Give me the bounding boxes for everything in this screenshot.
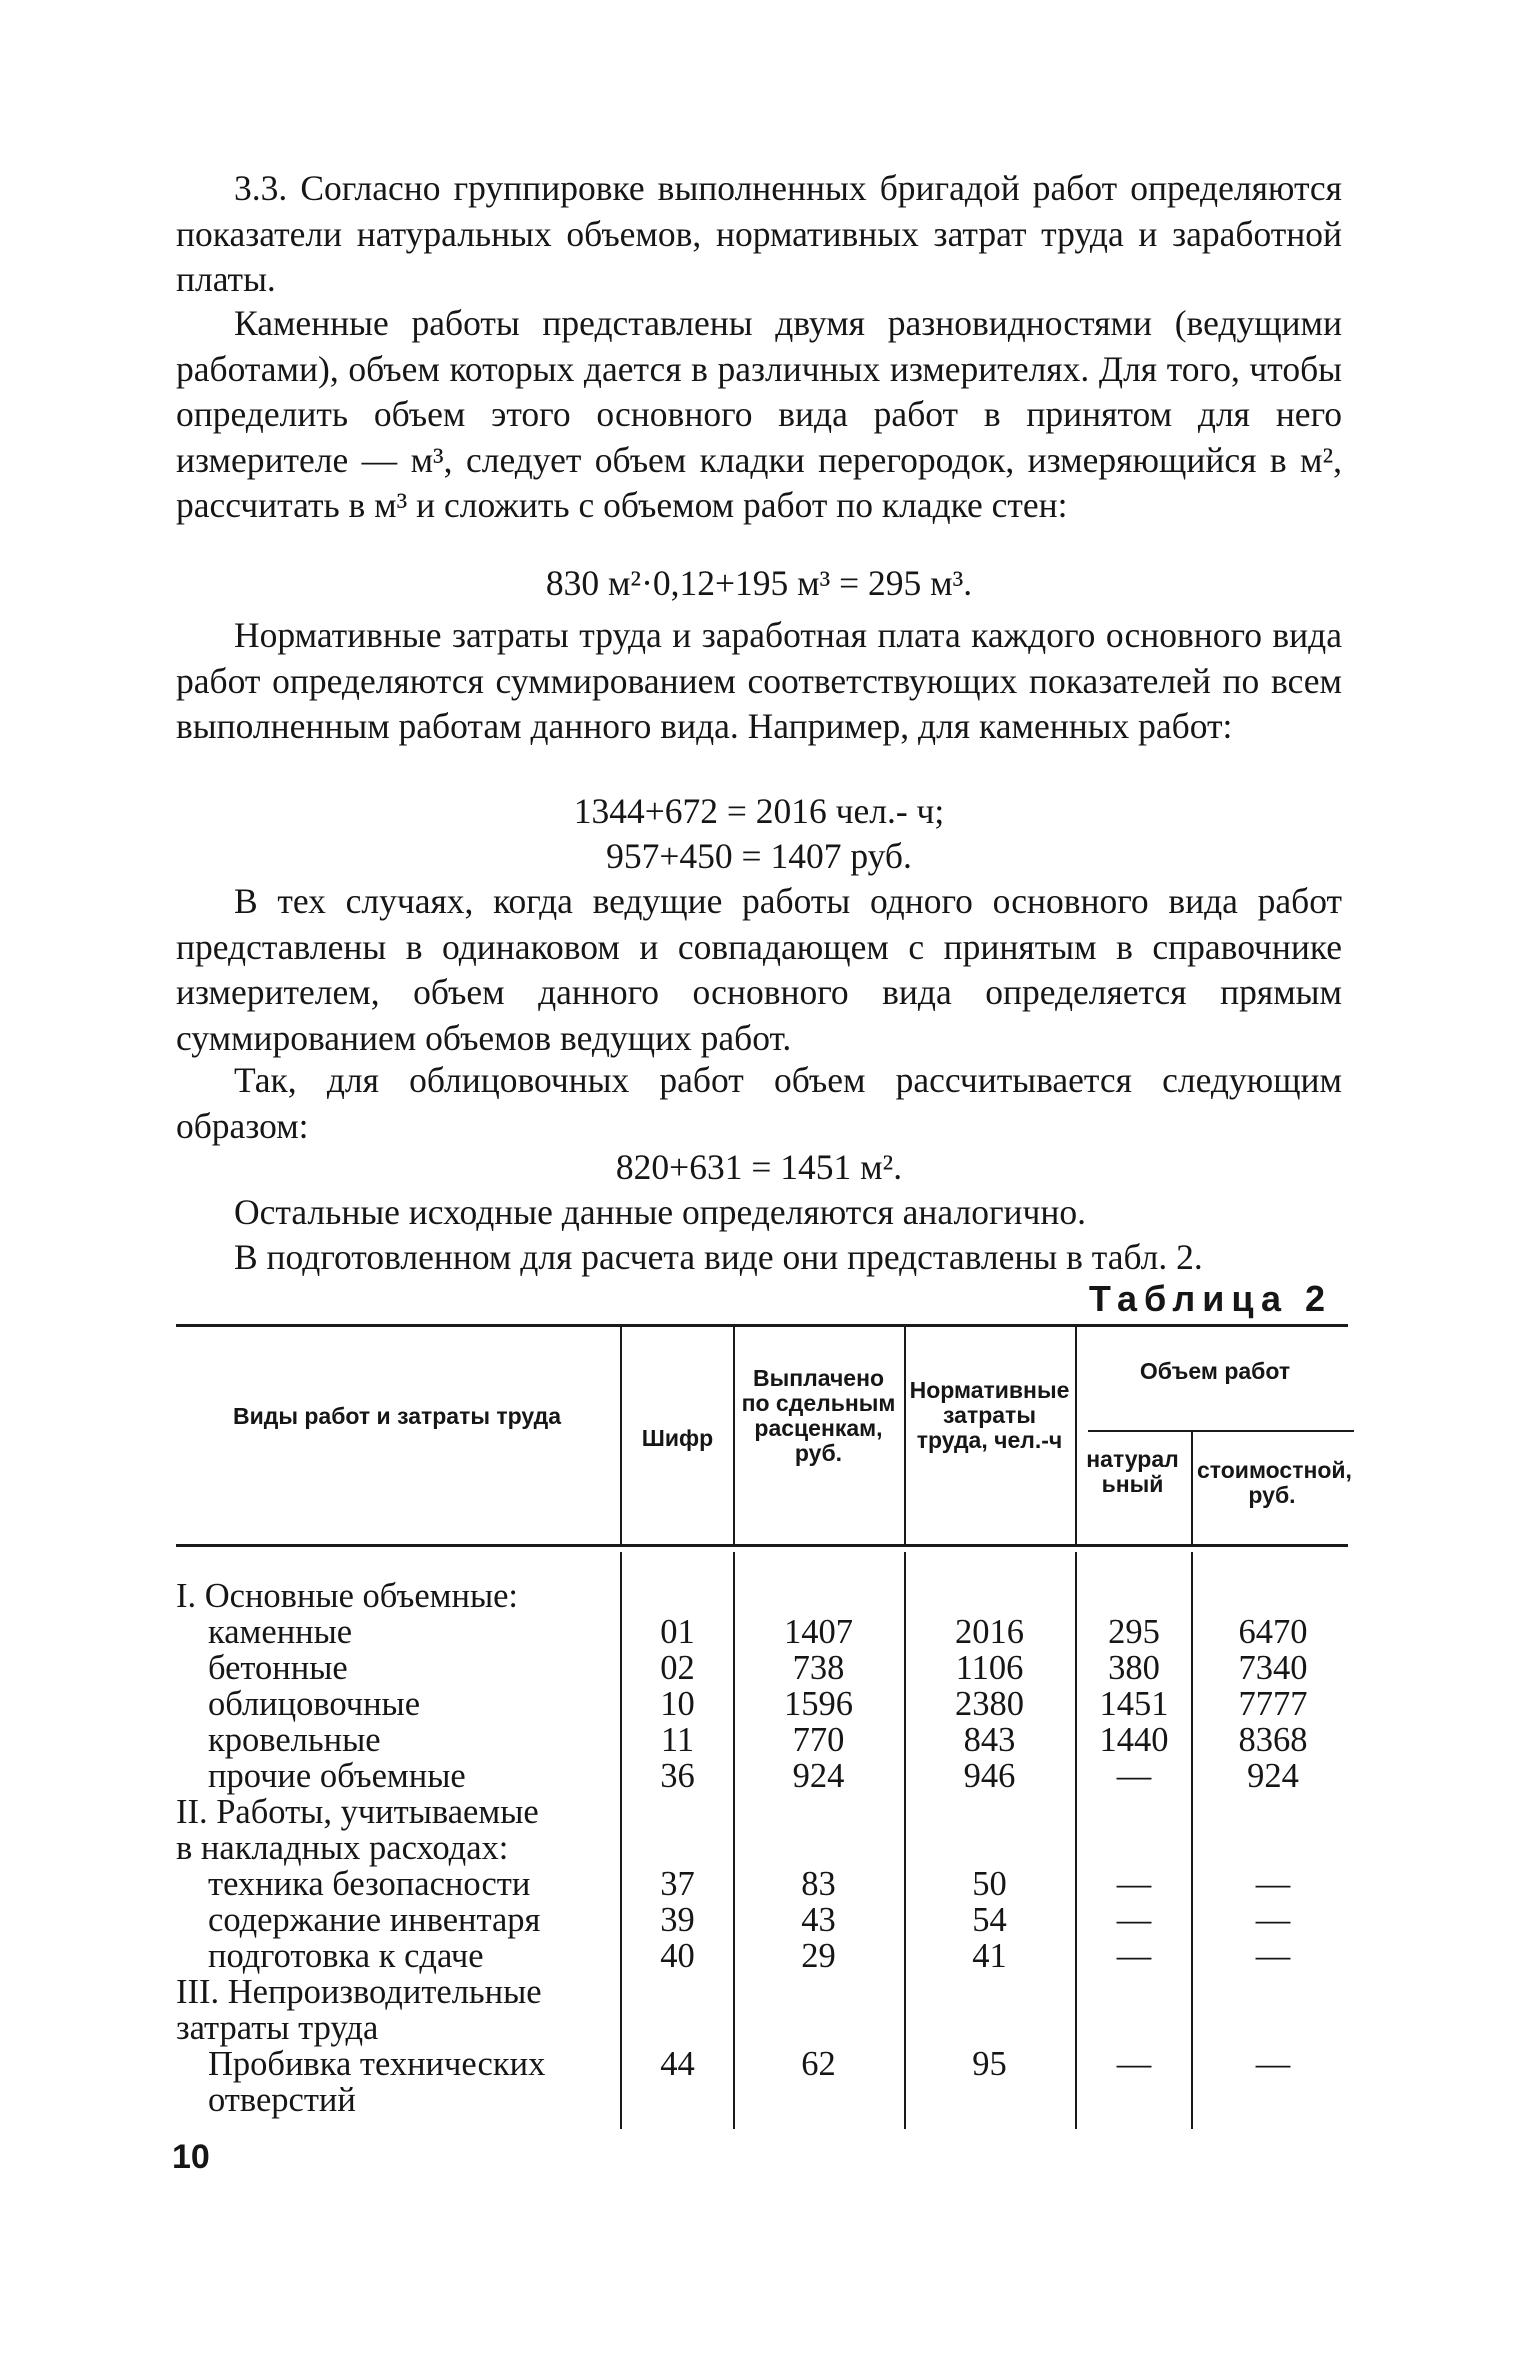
table-cell-paid: 1407 <box>784 1613 853 1651</box>
table-cell-cost: 924 <box>1247 1757 1299 1795</box>
table-cell-norm: 2380 <box>955 1685 1024 1723</box>
table-cell-paid: 83 <box>801 1865 836 1903</box>
table-cell-paid: 62 <box>801 2045 836 2083</box>
table-cell-cost: 8368 <box>1238 1721 1308 1759</box>
paragraph-3-3: 3.3. Согласно группировке выполненных бригадой работ определяются показатели натуральных объемов, нормативных затрат труда и заработной платы. <box>176 168 1342 299</box>
table-cell-norm: 95 <box>972 2045 1007 2083</box>
table-cell-paid: 29 <box>801 1937 836 1975</box>
table-row-label: облицовочные <box>208 1685 421 1723</box>
table-cell-natural: 380 <box>1108 1649 1160 1687</box>
table-cell-cost: 6470 <box>1238 1613 1308 1651</box>
table-cell-code: 01 <box>660 1613 695 1651</box>
table-header-rule <box>176 1544 1348 1547</box>
table-row-label: в накладных расходах: <box>176 1829 509 1867</box>
table-cell-paid: 738 <box>792 1649 845 1687</box>
table-row-label: I. Основные объемные: <box>176 1577 519 1615</box>
page-number: 10 <box>172 2138 210 2176</box>
table-row-label: II. Работы, учитываемые <box>176 1793 539 1831</box>
header-volume-group: Объем работ <box>1139 1358 1291 1384</box>
header-norm: Нормативные затраты труда, чел.-ч <box>909 1377 1070 1453</box>
table-cell-natural: — <box>1116 1901 1152 1939</box>
table-cell-paid: 43 <box>801 1901 836 1939</box>
table-top-rule <box>176 1324 1348 1327</box>
table-cell-natural: 1440 <box>1099 1721 1169 1759</box>
table-cell-norm: 946 <box>963 1757 1016 1795</box>
paragraph-others: Остальные исходные данные определяются аналогично. <box>234 1192 1086 1232</box>
table-row-label: каменные <box>208 1613 353 1651</box>
table-cell-norm: 1106 <box>955 1649 1024 1687</box>
table-cell-cost: — <box>1255 2045 1291 2083</box>
paragraph-facing: Так, для облицовочных работ объем рассчитывается следующим образом: <box>176 1060 1342 1146</box>
table-caption: Таблица 2 <box>1088 1278 1332 1319</box>
table-row-label: отверстий <box>208 2081 356 2119</box>
table-cell-natural: — <box>1116 1865 1152 1903</box>
table-cell-natural: 1451 <box>1099 1685 1169 1723</box>
paragraph-table-ref: В подготовленном для расчета виде они представлены в табл. 2. <box>234 1237 1203 1277</box>
paragraph-cases: В тех случаях, когда ведущие работы одного основного вида работ представлены в одинаковом и совпадающем с принятым в справочнике измерителем, объем данного основного вида определяется прямым суммированием объемов ведущих работ. <box>176 881 1342 1058</box>
table-cell-norm: 54 <box>972 1901 1007 1939</box>
col-divider-4-body <box>1075 1552 1077 2129</box>
header-cost: стоимостной, руб. <box>1197 1457 1352 1508</box>
col-divider-4-head <box>1075 1327 1077 1544</box>
table-cell-paid: 924 <box>792 1757 845 1795</box>
col-divider-2-body <box>733 1552 735 2129</box>
table-row-label: подготовка к сдаче <box>208 1937 484 1975</box>
formula-facing-volume: 820+631 = 1451 м². <box>615 1147 903 1187</box>
table-row-label: затраты труда <box>176 2009 379 2047</box>
table-row-label: техника безопасности <box>208 1865 531 1903</box>
table-cell-code: 44 <box>660 2045 695 2083</box>
formula-wages: 957+450 = 1407 руб. <box>606 836 912 876</box>
table-cell-code: 40 <box>660 1937 695 1975</box>
header-natural: натуральный <box>1086 1446 1179 1497</box>
table-cell-cost: 7777 <box>1238 1685 1308 1723</box>
table-cell-code: 39 <box>660 1901 695 1939</box>
table-row-label: прочие объемные <box>208 1757 466 1795</box>
table-row-label: Пробивка технических <box>208 2045 546 2083</box>
table-cell-cost: — <box>1255 1865 1291 1903</box>
col-divider-2-head <box>733 1327 735 1544</box>
table-cell-natural: — <box>1116 1757 1152 1795</box>
table-cell-code: 36 <box>660 1757 695 1795</box>
table-row-label: кровельные <box>208 1721 381 1759</box>
header-work-type: Виды работ и затраты труда <box>232 1403 562 1429</box>
formula-masonry-volume: 830 м²·0,12+195 м³ = 295 м³. <box>545 563 973 603</box>
table-cell-code: 10 <box>660 1685 695 1723</box>
table-cell-norm: 41 <box>972 1937 1007 1975</box>
col-divider-3-body <box>904 1552 906 2129</box>
table-cell-natural: — <box>1116 2045 1152 2083</box>
table-cell-natural: — <box>1116 1937 1152 1975</box>
table-cell-paid: 1596 <box>784 1685 853 1723</box>
table-cell-norm: 50 <box>972 1865 1007 1903</box>
col-divider-5-head <box>1191 1432 1193 1544</box>
formula-labor: 1344+672 = 2016 чел.- ч; <box>573 791 945 831</box>
table-row-label: III. Непроизводительные <box>176 1973 542 2011</box>
table-cell-cost: — <box>1255 1901 1291 1939</box>
table-cell-norm: 843 <box>963 1721 1016 1759</box>
table-cell-code: 37 <box>660 1865 695 1903</box>
table-cell-norm: 2016 <box>955 1613 1024 1651</box>
table-cell-cost: 7340 <box>1238 1649 1308 1687</box>
table-cell-natural: 295 <box>1108 1613 1160 1651</box>
table-cell-paid: 770 <box>792 1721 845 1759</box>
table-row-label: бетонные <box>208 1649 348 1687</box>
col-divider-3-head <box>904 1327 906 1544</box>
header-code: Шифр <box>641 1425 714 1451</box>
table-cell-code: 11 <box>660 1721 695 1759</box>
table-cell-cost: — <box>1255 1937 1291 1975</box>
table-row-label: содержание инвентаря <box>208 1901 541 1939</box>
col-divider-5-body <box>1191 1552 1193 2129</box>
paragraph-masonry: Каменные работы представлены двумя разновидностями (ведущими работами), объем которых дается в различных измерителях. Для того, чтобы определить объем этого основного вида работ в принятом для него измерителе — м³, следует объем кладки перегородок, измеряющийся в м², рассчитать в м³ и сложить с объемом работ по кладке стен: <box>176 303 1342 525</box>
table-cell-code: 02 <box>660 1649 695 1687</box>
header-paid: Выплачено по сдельным расценкам, руб. <box>741 1365 896 1466</box>
paragraph-norms: Нормативные затраты труда и заработная плата каждого основного вида работ определяются суммированием соответствующих показателей по всем выполненным работам данного вида. Например, для каменных работ: <box>176 615 1342 746</box>
volume-group-rule <box>1088 1430 1354 1432</box>
